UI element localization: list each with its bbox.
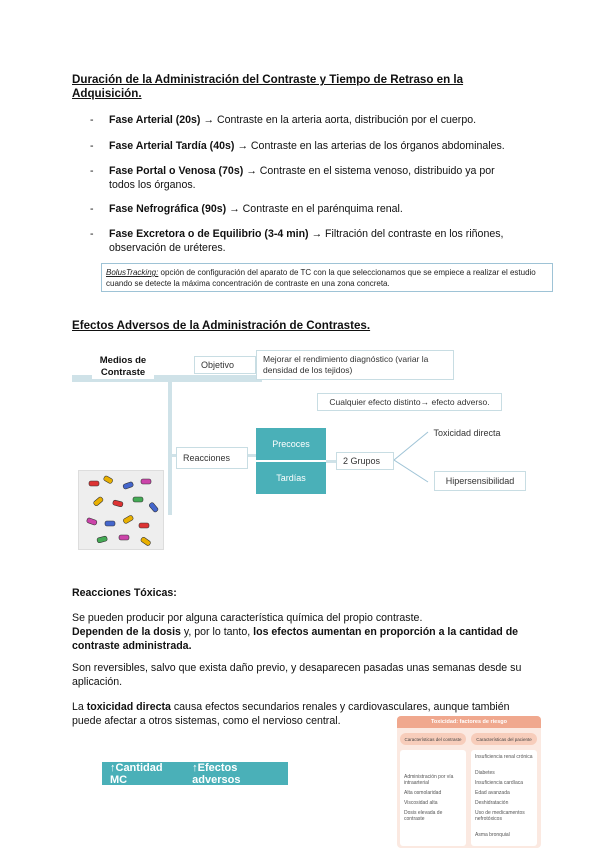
connector: [168, 375, 172, 515]
phase-item: - Fase Arterial (20s) → Contraste en la arteria aorta, distribución por el cuerpo.: [90, 114, 477, 126]
risk-item: Edad avanzada: [475, 790, 510, 796]
phase-name: Fase Nefrográfica (90s): [109, 203, 227, 215]
node-reacciones: Reacciones: [176, 447, 248, 469]
bolus-tracking-note: [101, 263, 553, 292]
section-title-toxic: Reacciones Tóxicas:: [72, 587, 177, 599]
pills-illustration: [79, 471, 164, 550]
connector: [326, 460, 336, 463]
root-node-contrast-media: Medios de Contraste: [92, 355, 154, 379]
phase-desc: → Contraste en las arterias de los órganos abdominales.: [234, 140, 505, 152]
text-normal: causa efectos secundarios renales y cardiovasculares, aunque también puede afectar a otros sistemas, como el nervioso central.: [72, 701, 510, 727]
node-precoces: Precoces: [256, 428, 326, 460]
risk-item: Deshidratación: [475, 800, 509, 806]
dose-effect-banner: [102, 762, 288, 785]
risk-item: Diabetes: [475, 770, 495, 776]
phase-name: Fase Arterial (20s): [109, 114, 201, 126]
text-bold: toxicidad directa: [86, 701, 171, 713]
paragraph-dose: [72, 625, 532, 653]
table-col-contrast: Características del contraste: [400, 733, 466, 745]
phase-desc: → Contraste en el sistema venoso, distribuido ya por todos los órganos.: [109, 165, 495, 191]
risk-item: Alta osmolaridad: [404, 790, 442, 796]
node-hipersensibilidad: Hipersensibilidad: [434, 471, 526, 491]
phase-item: - Fase Portal o Venosa (70s) → Contraste en el sistema venoso, distribuido ya por todos los órganos.: [90, 165, 495, 191]
phase-name: Fase Arterial Tardía (40s): [109, 140, 235, 152]
phase-desc: → Contraste en el parénquima renal.: [226, 203, 403, 215]
node-grupos: 2 Grupos: [336, 452, 394, 470]
phase-name: Fase Portal o Venosa (70s): [109, 165, 244, 177]
table-cell-contrast: [400, 750, 466, 846]
paragraph-reversible: Son reversibles, salvo que exista daño previo, y desaparecen pasadas unas semanas desde su aplicación.: [72, 662, 522, 688]
toxicity-risk-table: [397, 716, 541, 848]
node-tardias: Tardías: [256, 462, 326, 494]
risk-item: Dosis elevada de contraste: [404, 810, 443, 822]
risk-item: Uso de medicamentos nefrotóxicos: [475, 810, 525, 822]
phase-item: - Fase Nefrográfica (90s) → Contraste en el parénquima renal.: [90, 203, 403, 215]
paragraph-chemical: Se pueden producir por alguna característica química del propio contraste.: [72, 612, 423, 624]
banner-right: ↑Efectos adversos: [192, 761, 241, 786]
node-toxicidad-directa: Toxicidad directa: [433, 428, 501, 438]
adverse-effects-diagram: [72, 346, 542, 551]
pills-image: [78, 470, 164, 550]
table-header: Toxicidad: factores de riesgo: [397, 716, 541, 728]
risk-item: Viscosidad alta: [404, 800, 438, 806]
text-bold: Dependen de la dosis: [72, 626, 181, 638]
node-adverse-definition: Cualquier efecto distinto→ efecto adverso.: [317, 393, 502, 411]
text-bold: los efectos aumentan en proporción a la cantidad de contraste administrada.: [72, 626, 519, 652]
node-objetivo-text: Mejorar el rendimiento diagnóstico (variar la densidad de los tejidos): [256, 350, 454, 380]
banner-left: ↑Cantidad MC: [110, 761, 163, 786]
risk-item: Administración por vía intraarterial: [404, 774, 454, 786]
text-normal: y, por lo tanto,: [180, 626, 254, 638]
phase-item: - Fase Arterial Tardía (40s) → Contraste en las arterias de los órganos abdominales.: [90, 140, 505, 152]
phase-desc: → Filtración del contraste en los riñones, observación de uréteres.: [109, 228, 504, 254]
risk-item: Insuficiencia cardíaca: [475, 780, 524, 786]
phase-desc: → Contraste en la arteria aorta, distribución por el cuerpo.: [200, 114, 477, 126]
branch-arrows: [394, 424, 430, 494]
node-objetivo: Objetivo: [194, 356, 256, 374]
table-cell-patient: [471, 750, 537, 846]
section-title-adverse: Efectos Adversos de la Administración de Contrastes.: [72, 319, 371, 332]
note-term: BolusTracking:: [106, 268, 159, 277]
text-normal: La: [72, 701, 87, 713]
risk-item: Asma bronquial: [475, 832, 510, 838]
table-col-patient: Características del paciente: [471, 733, 537, 745]
phase-item: - Fase Excretora o de Equilibrio (3-4 min) → Filtración del contraste en los riñones, observación de uréteres.: [90, 228, 504, 254]
note-text: opción de configuración del aparato de TC con la que seleccionamos que se empiece a realizar el estudio cuando se detecte la máxima concentración de contraste en una zona concreta.: [106, 268, 536, 288]
risk-item: Insuficiencia renal crónica: [475, 754, 533, 760]
phase-name: Fase Excretora o de Equilibrio (3-4 min): [109, 228, 309, 240]
section-title-duration: Duración de la Administración del Contraste y Tiempo de Retraso en la Adquisición.: [72, 73, 464, 100]
